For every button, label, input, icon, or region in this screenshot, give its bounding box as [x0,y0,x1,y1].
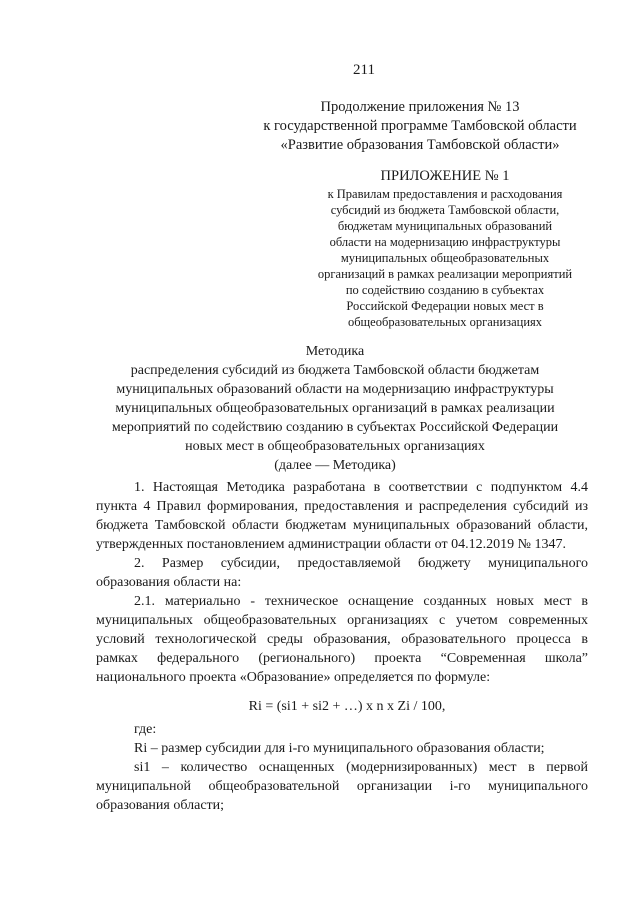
appendix-line: общеобразовательных организациях [347,315,543,329]
method-subtitle-line: (далее — Методика) [274,458,396,473]
appendix-block [300,166,590,330]
appendix-line: муниципальных общеобразовательных [340,251,550,265]
definition-si1: si1 – количество оснащенных (модернизированных) мест в первой муниципальной общеобразовательной организации i-го муниципального образования области; [96,760,588,813]
appendix-line: бюджетам муниципальных образований [337,219,553,233]
page-number: 211 [353,62,375,78]
paragraph-1: 1. Настоящая Методика разработана в соответствии с подпунктом 4.4 пункта 4 Правил формирования, предоставления и распределения субсидий из бюджета Тамбовской области бюджетам муниципальных образований области, утвержденных постановлением администрации области от 04.12.2019 № 1347. [96,480,588,552]
appendix-title: ПРИЛОЖЕНИЕ № 1 [380,168,510,184]
appendix-line: субсидий из бюджета Тамбовской области, [330,203,560,217]
method-subtitle-line: новых мест в общеобразовательных организациях [185,439,485,454]
header-block [250,98,590,155]
body-text [96,478,588,815]
method-subtitle-line: мероприятий по содействию созданию в субъектах Российской Федерации [111,420,559,435]
method-subtitle-line: муниципальных общеобразовательных организаций в рамках реализации [115,401,555,416]
header-line: к государственной программе Тамбовской области [263,118,577,134]
where-label: где: [134,722,157,737]
method-title-block [85,342,585,475]
header-line: Продолжение приложения № 13 [320,99,520,115]
paragraph-2: 2. Размер субсидии, предоставляемой бюджету муниципального образования области на: [96,556,588,590]
appendix-line: к Правилам предоставления и расходования [327,187,563,201]
appendix-line: Российской Федерации новых мест в [346,299,544,313]
paragraph-2-1: 2.1. материально - техническое оснащение созданных новых мест в муниципальных общеобразовательных организациях с учетом современных условий технологической среды образования, образовательного процесса в рамках федерального (регионального) проекта “Современная школа” национального проекта «Образование» определяется по формуле: [96,594,588,685]
method-subtitle-line: муниципальных образований области на модернизацию инфраструктуры [116,382,554,397]
appendix-line: организаций в рамках реализации мероприятий [317,267,573,281]
appendix-line: по содействию созданию в субъектах [345,283,545,297]
definition-ri: Ri – размер субсидии для i-го муниципального образования области; [134,741,545,756]
method-title: Методика [305,344,365,359]
formula: Ri = (si1 + si2 + …) x n x Zi / 100, [248,699,446,714]
appendix-line: области на модернизацию инфраструктуры [329,235,561,249]
appendix-description [300,186,590,330]
method-subtitle-line: распределения субсидий из бюджета Тамбовской области бюджетам [130,363,540,378]
header-line: «Развитие образования Тамбовской области» [280,137,560,153]
